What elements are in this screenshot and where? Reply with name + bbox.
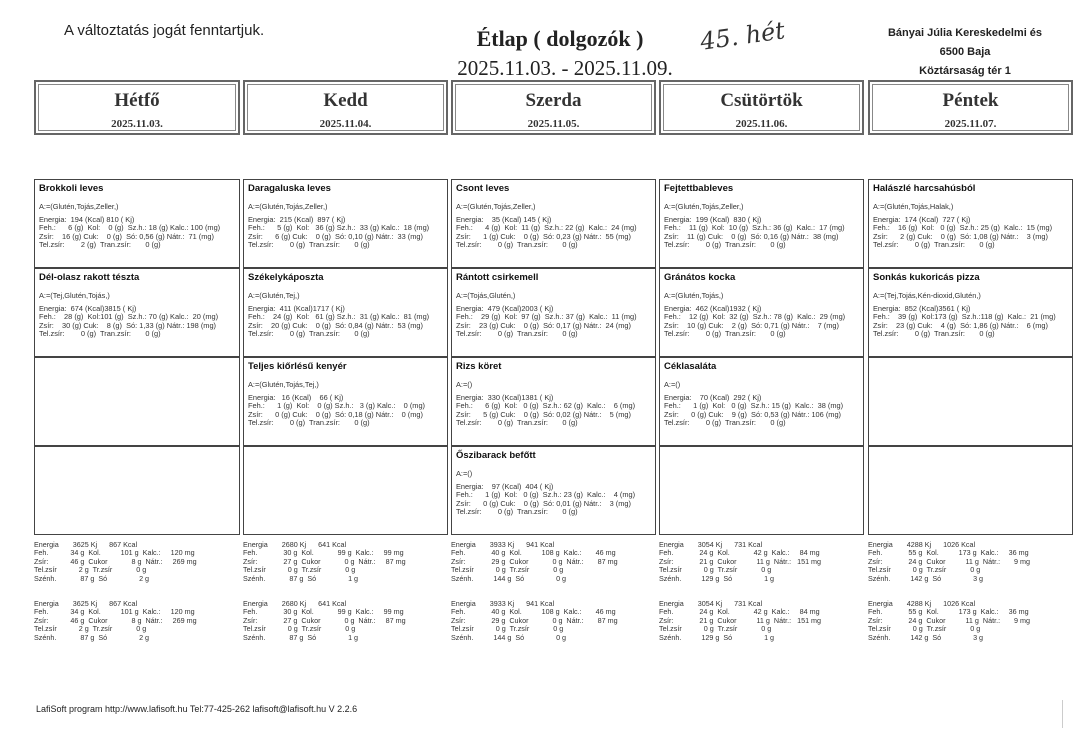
- nutrition-line: Feh.: 16 (g) Kol: 0 (g) Sz.h.: 25 (g) Kalc.: 15 (mg): [873, 223, 1053, 233]
- daily-total-repeat-block: [868, 600, 1077, 642]
- menu-cell: [868, 179, 1073, 268]
- total-line: Zsír: 21 g Cukor 11 g Nátr.: 151 mg: [659, 615, 822, 625]
- day-name: Hétfő: [114, 90, 160, 111]
- total-line: Feh. 55 g Kol. 173 g Kalc.: 36 mg: [868, 548, 1029, 558]
- energy-line: Energia: 330 (Kcal)1381 ( Kj): [456, 392, 554, 402]
- page-edge-line: [1062, 700, 1063, 728]
- total-line: Szénh. 142 g Só 3 g: [868, 573, 984, 583]
- total-line: Tel.zsír 0 g Tr.zsír 0 g: [451, 624, 564, 634]
- nutrition-line: Feh.: 28 (g) Kol:101 (g) Sz.h.: 70 (g) Kalc.: 20 (mg): [39, 312, 219, 322]
- total-line: Energia 2680 Kj 641 Kcal: [243, 540, 347, 549]
- total-line: Feh. 24 g Kol. 42 g Kalc.: 84 mg: [659, 548, 820, 558]
- allergens: A:=(Glutén,Tojás,Zeller,): [39, 202, 119, 211]
- day-date: 2025.11.04.: [319, 118, 372, 130]
- nutrition-line: Feh.: 1 (g) Kol: 0 (g) Sz.h.: 23 (g) Kalc.: 4 (mg): [456, 490, 636, 500]
- total-line: Energia 4288 Kj 1026 Kcal: [868, 540, 976, 549]
- allergens: A:=(Glutén,Tojás,): [664, 291, 724, 300]
- allergens: A:=(): [664, 380, 681, 389]
- day-date: 2025.11.07.: [944, 118, 997, 130]
- day-name: Csütörtök: [720, 90, 803, 111]
- nutrition-line: Tel.zsír: 0 (g) Tran.zsír: 0 (g): [664, 329, 786, 339]
- nutrition-line: Feh.: 39 (g) Kol:173 (g) Sz.h.:118 (g) Kalc.: 21 (mg): [873, 312, 1056, 322]
- day-name: Kedd: [323, 90, 368, 111]
- nutrition-line: Feh.: 6 (g) Kol: 0 (g) Sz.h.: 62 (g) Kalc.: 6 (mg): [456, 401, 636, 411]
- daily-total-repeat-block: [659, 600, 868, 642]
- day-header-1: [34, 80, 240, 135]
- energy-line: Energia: 852 (Kcal)3561 ( Kj): [873, 303, 971, 313]
- nutrition-line: Tel.zsír: 2 (g) Tran.zsír: 0 (g): [39, 240, 161, 250]
- nutrition-line: Zsír: 5 (g) Cuk: 0 (g) Só: 0,02 (g) Nátr.: 5 (mg): [456, 409, 631, 419]
- daily-total-block: [34, 541, 244, 583]
- total-line: Energia 3054 Kj 731 Kcal: [659, 540, 763, 549]
- energy-line: Energia: 194 (Kcal) 810 ( Kj): [39, 214, 135, 224]
- nutrition-line: Tel.zsír: 0 (g) Tran.zsír: 0 (g): [873, 240, 995, 250]
- total-line: Szénh. 87 g Só 1 g: [243, 632, 359, 642]
- nutrition-line: Zsír: 0 (g) Cuk: 9 (g) Só: 0,53 (g) Nátr.: 106 (mg): [664, 409, 842, 419]
- dish-name: Teljes kiőrlésű kenyér: [248, 361, 347, 372]
- allergens: A:=(Tej,Glutén,Tojás,): [39, 291, 110, 300]
- date-range: 2025.11.03. - 2025.11.09.: [457, 56, 673, 80]
- day-name: Szerda: [525, 90, 582, 111]
- nutrition-line: Zsír: 0 (g) Cuk: 0 (g) Só: 0,01 (g) Nátr.: 3 (mg): [456, 498, 631, 508]
- nutrition-line: Zsír: 0 (g) Cuk: 0 (g) Só: 0,18 (g) Nátr.: 0 (mg): [248, 409, 423, 419]
- dish-name: Dél-olasz rakott tészta: [39, 272, 140, 283]
- nutrition-line: Zsír: 6 (g) Cuk: 0 (g) Só: 0,10 (g) Nátr.: 33 (mg): [248, 231, 423, 241]
- nutrition-line: Tel.zsír: 0 (g) Tran.zsír: 0 (g): [664, 418, 786, 428]
- day-name: Péntek: [942, 90, 999, 111]
- dish-name: Halászlé harcsahúsból: [873, 183, 976, 194]
- nutrition-line: Feh.: 11 (g) Kol: 10 (g) Sz.h.: 36 (g) Kalc.: 17 (mg): [664, 223, 845, 233]
- menu-cell: [34, 446, 240, 535]
- total-line: Szénh. 144 g Só 0 g: [451, 573, 567, 583]
- dish-name: Őszibarack befőtt: [456, 450, 536, 461]
- nutrition-line: Zsír: 10 (g) Cuk: 2 (g) Só: 0,71 (g) Nátr.: 7 (mg): [664, 320, 839, 330]
- total-line: Energia 3933 Kj 941 Kcal: [451, 540, 555, 549]
- energy-line: Energia: 35 (Kcal) 145 ( Kj): [456, 214, 552, 224]
- total-line: Szénh. 129 g Só 1 g: [659, 632, 775, 642]
- allergens: A:=(): [456, 380, 473, 389]
- energy-line: Energia: 462 (Kcal)1932 ( Kj): [664, 303, 762, 313]
- nutrition-line: Tel.zsír: 0 (g) Tran.zsír: 0 (g): [664, 240, 786, 250]
- daily-total-block: [868, 541, 1077, 583]
- total-line: Szénh. 87 g Só 1 g: [243, 573, 359, 583]
- menu-cell: [868, 357, 1073, 446]
- menu-cell: [243, 179, 448, 268]
- nutrition-line: Feh.: 1 (g) Kol: 0 (g) Sz.h.: 3 (g) Kalc.: 0 (mg): [248, 401, 426, 411]
- nutrition-line: Feh.: 6 (g) Kol: 0 (g) Sz.h.: 18 (g) Kalc.: 100 (mg): [39, 223, 221, 233]
- allergens: A:=(Glutén,Tojás,Halak,): [873, 202, 954, 211]
- energy-line: Energia: 411 (Kcal)1717 ( Kj): [248, 303, 345, 313]
- nutrition-line: Zsír: 11 (g) Cuk: 0 (g) Só: 0,16 (g) Nátr.: 38 (mg): [664, 231, 839, 241]
- nutrition-line: Feh.: 1 (g) Kol: 0 (g) Sz.h.: 15 (g) Kalc.: 38 (mg): [664, 401, 844, 411]
- menu-cell: [659, 446, 864, 535]
- energy-line: Energia: 174 (Kcal) 727 ( Kj): [873, 214, 971, 224]
- energy-line: Energia: 215 (Kcal) 897 ( Kj): [248, 214, 346, 224]
- menu-cell: [243, 446, 448, 535]
- total-line: Tel.zsír 0 g Tr.zsír 0 g: [659, 624, 772, 634]
- nutrition-line: Tel.zsír: 0 (g) Tran.zsír: 0 (g): [456, 418, 578, 428]
- menu-cell: [451, 268, 656, 357]
- allergens: A:=(Tojás,Glutén,): [456, 291, 516, 300]
- energy-line: Energia: 479 (Kcal)2003 ( Kj): [456, 303, 554, 313]
- total-line: Zsír: 29 g Cukor 0 g Nátr.: 87 mg: [451, 556, 618, 566]
- total-line: Feh. 30 g Kol. 99 g Kalc.: 99 mg: [243, 548, 404, 558]
- dish-name: Székelykáposzta: [248, 272, 324, 283]
- dish-name: Céklasaláta: [664, 361, 717, 372]
- total-line: Tel.zsír 2 g Tr.zsír 0 g: [34, 624, 147, 634]
- handwritten-week-note: 45. hét: [698, 16, 787, 56]
- total-line: Zsír: 46 g Cukor 8 g Nátr.: 269 mg: [34, 615, 197, 625]
- total-line: Energia 2680 Kj 641 Kcal: [243, 599, 347, 608]
- total-line: Szénh. 144 g Só 0 g: [451, 632, 567, 642]
- day-header-3: [451, 80, 656, 135]
- total-line: Tel.zsír 0 g Tr.zsír 0 g: [243, 624, 356, 634]
- total-line: Feh. 24 g Kol. 42 g Kalc.: 84 mg: [659, 607, 820, 617]
- nutrition-line: Tel.zsír: 0 (g) Tran.zsír: 0 (g): [456, 329, 578, 339]
- menu-cell: [451, 357, 656, 446]
- allergens: A:=(Glutén,Tojás,Zeller,): [248, 202, 328, 211]
- nutrition-line: Tel.zsír: 0 (g) Tran.zsír: 0 (g): [873, 329, 995, 339]
- energy-line: Energia: 70 (Kcal) 292 ( Kj): [664, 392, 762, 402]
- total-line: Zsír: 27 g Cukor 0 g Nátr.: 87 mg: [243, 615, 406, 625]
- nutrition-line: Zsír: 16 (g) Cuk: 0 (g) Só: 0,56 (g) Nátr.: 71 (mg): [39, 231, 214, 241]
- menu-cell: [34, 268, 240, 357]
- dish-name: Daragaluska leves: [248, 183, 331, 194]
- footer-credits: LafiSoft program http://www.lafisoft.hu Tel:77-425-262 lafisoft@lafisoft.hu V 2.2.6: [36, 704, 358, 714]
- allergens: A:=(Glutén,Tojás,Zeller,): [664, 202, 744, 211]
- total-line: Szénh. 87 g Só 2 g: [34, 573, 150, 583]
- total-line: Energia 3054 Kj 731 Kcal: [659, 599, 763, 608]
- allergens: A:=(Glutén,Tej,): [248, 291, 300, 300]
- daily-total-repeat-block: [451, 600, 660, 642]
- total-line: Zsír: 46 g Cukor 8 g Nátr.: 269 mg: [34, 556, 197, 566]
- total-line: Zsír: 24 g Cukor 11 g Nátr.: 9 mg: [868, 556, 1031, 566]
- nutrition-line: Zsír: 1 (g) Cuk: 0 (g) Só: 0,23 (g) Nátr.: 55 (mg): [456, 231, 631, 241]
- total-line: Szénh. 129 g Só 1 g: [659, 573, 775, 583]
- allergens: A:=(Tej,Tojás,Kén-dioxid,Glutén,): [873, 291, 981, 300]
- total-line: Szénh. 87 g Só 2 g: [34, 632, 150, 642]
- nutrition-line: Feh.: 5 (g) Kol: 36 (g) Sz.h.: 33 (g) Kalc.: 18 (mg): [248, 223, 430, 233]
- nutrition-line: Zsír: 20 (g) Cuk: 0 (g) Só: 0,84 (g) Nátr.: 53 (mg): [248, 320, 423, 330]
- menu-cell: [34, 179, 240, 268]
- total-line: Zsír: 21 g Cukor 11 g Nátr.: 151 mg: [659, 556, 822, 566]
- menu-cell: [659, 268, 864, 357]
- nutrition-line: Tel.zsír: 0 (g) Tran.zsír: 0 (g): [456, 240, 578, 250]
- nutrition-line: Tel.zsír: 0 (g) Tran.zsír: 0 (g): [248, 329, 370, 339]
- daily-total-repeat-block: [34, 600, 244, 642]
- energy-line: Energia: 97 (Kcal) 404 ( Kj): [456, 481, 554, 491]
- menu-cell: [34, 357, 240, 446]
- nutrition-line: Zsír: 23 (g) Cuk: 0 (g) Só: 0,17 (g) Nátr.: 24 (mg): [456, 320, 631, 330]
- total-line: Tel.zsír 0 g Tr.zsír 0 g: [243, 565, 356, 575]
- total-line: Energia 4288 Kj 1026 Kcal: [868, 599, 976, 608]
- menu-cell: [451, 179, 656, 268]
- day-date: 2025.11.06.: [735, 118, 788, 130]
- daily-total-block: [451, 541, 660, 583]
- nutrition-line: Tel.zsír: 0 (g) Tran.zsír: 0 (g): [456, 507, 578, 517]
- menu-cell: [659, 357, 864, 446]
- dish-name: Rizs köret: [456, 361, 502, 372]
- total-line: Tel.zsír 0 g Tr.zsír 0 g: [868, 565, 981, 575]
- dish-name: Csont leves: [456, 183, 510, 194]
- energy-line: Energia: 199 (Kcal) 830 ( Kj): [664, 214, 762, 224]
- total-line: Feh. 40 g Kol. 108 g Kalc.: 46 mg: [451, 607, 616, 617]
- company-street: Köztársaság tér 1: [919, 65, 1011, 77]
- total-line: Zsír: 27 g Cukor 0 g Nátr.: 87 mg: [243, 556, 406, 566]
- total-line: Tel.zsír 0 g Tr.zsír 0 g: [451, 565, 564, 575]
- total-line: Feh. 40 g Kol. 108 g Kalc.: 46 mg: [451, 548, 616, 558]
- allergens: A:=(): [456, 469, 473, 478]
- total-line: Feh. 34 g Kol. 101 g Kalc.: 120 mg: [34, 548, 195, 558]
- nutrition-line: Feh.: 24 (g) Kol: 61 (g) Sz.h.: 31 (g) Kalc.: 81 (mg): [248, 312, 430, 322]
- dish-name: Rántott csirkemell: [456, 272, 539, 283]
- nutrition-line: Feh.: 12 (g) Kol: 32 (g) Sz.h.: 78 (g) Kalc.: 29 (mg): [664, 312, 846, 322]
- nutrition-line: Tel.zsír: 0 (g) Tran.zsír: 0 (g): [39, 329, 161, 339]
- nutrition-line: Zsír: 23 (g) Cuk: 4 (g) Só: 1,86 (g) Nátr.: 6 (mg): [873, 320, 1048, 330]
- company-name: Bányai Júlia Kereskedelmi és: [887, 27, 1043, 39]
- total-line: Feh. 55 g Kol. 173 g Kalc.: 36 mg: [868, 607, 1029, 617]
- total-line: Zsír: 24 g Cukor 11 g Nátr.: 9 mg: [868, 615, 1031, 625]
- menu-cell: [243, 357, 448, 446]
- day-header-2: [243, 80, 448, 135]
- change-notice: A változtatás jogát fenntartjuk.: [64, 22, 265, 39]
- nutrition-line: Zsír: 30 (g) Cuk: 8 (g) Só: 1,33 (g) Nátr.: 198 (mg): [39, 320, 217, 330]
- total-line: Szénh. 142 g Só 3 g: [868, 632, 984, 642]
- day-header-5: [868, 80, 1073, 135]
- company-city: 6500 Baja: [939, 46, 991, 58]
- daily-total-block: [243, 541, 452, 583]
- menu-cell: [243, 268, 448, 357]
- energy-line: Energia: 674 (Kcal)3815 ( Kj): [39, 303, 137, 313]
- menu-cell: [451, 446, 656, 535]
- nutrition-line: Feh.: 29 (g) Kol: 97 (g) Sz.h.: 37 (g) Kalc.: 11 (mg): [456, 312, 637, 322]
- menu-cell: [868, 446, 1073, 535]
- allergens: A:=(Glutén,Tojás,Zeller,): [456, 202, 536, 211]
- total-line: Tel.zsír 2 g Tr.zsír 0 g: [34, 565, 147, 575]
- total-line: Feh. 34 g Kol. 101 g Kalc.: 120 mg: [34, 607, 195, 617]
- nutrition-line: Feh.: 4 (g) Kol: 11 (g) Sz.h.: 22 (g) Kalc.: 24 (mg): [456, 223, 637, 233]
- total-line: Feh. 30 g Kol. 99 g Kalc.: 99 mg: [243, 607, 404, 617]
- nutrition-line: Tel.zsír: 0 (g) Tran.zsír: 0 (g): [248, 418, 370, 428]
- dish-name: Brokkoli leves: [39, 183, 104, 194]
- dish-name: Fejtettbableves: [664, 183, 734, 194]
- menu-cell: [868, 268, 1073, 357]
- company-address: [880, 24, 1050, 81]
- day-date: 2025.11.03.: [111, 118, 163, 130]
- total-line: Tel.zsír 0 g Tr.zsír 0 g: [659, 565, 772, 575]
- daily-total-block: [659, 541, 868, 583]
- total-line: Tel.zsír 0 g Tr.zsír 0 g: [868, 624, 981, 634]
- page-title: Étlap ( dolgozók ): [476, 26, 644, 51]
- total-line: Zsír: 29 g Cukor 0 g Nátr.: 87 mg: [451, 615, 618, 625]
- total-line: Energia 3625 Kj 867 Kcal: [34, 599, 138, 608]
- total-line: Energia 3933 Kj 941 Kcal: [451, 599, 555, 608]
- total-line: Energia 3625 Kj 867 Kcal: [34, 540, 138, 549]
- nutrition-line: Tel.zsír: 0 (g) Tran.zsír: 0 (g): [248, 240, 370, 250]
- dish-name: Gránátos kocka: [664, 272, 736, 283]
- nutrition-line: Zsír: 2 (g) Cuk: 0 (g) Só: 1,08 (g) Nátr.: 3 (mg): [873, 231, 1048, 241]
- dish-name: Sonkás kukoricás pizza: [873, 272, 980, 283]
- energy-line: Energia: 16 (Kcal) 66 ( Kj): [248, 392, 344, 402]
- daily-total-repeat-block: [243, 600, 452, 642]
- allergens: A:=(Glutén,Tojás,Tej,): [248, 380, 319, 389]
- menu-cell: [659, 179, 864, 268]
- day-header-4: [659, 80, 864, 135]
- day-date: 2025.11.05.: [527, 118, 580, 130]
